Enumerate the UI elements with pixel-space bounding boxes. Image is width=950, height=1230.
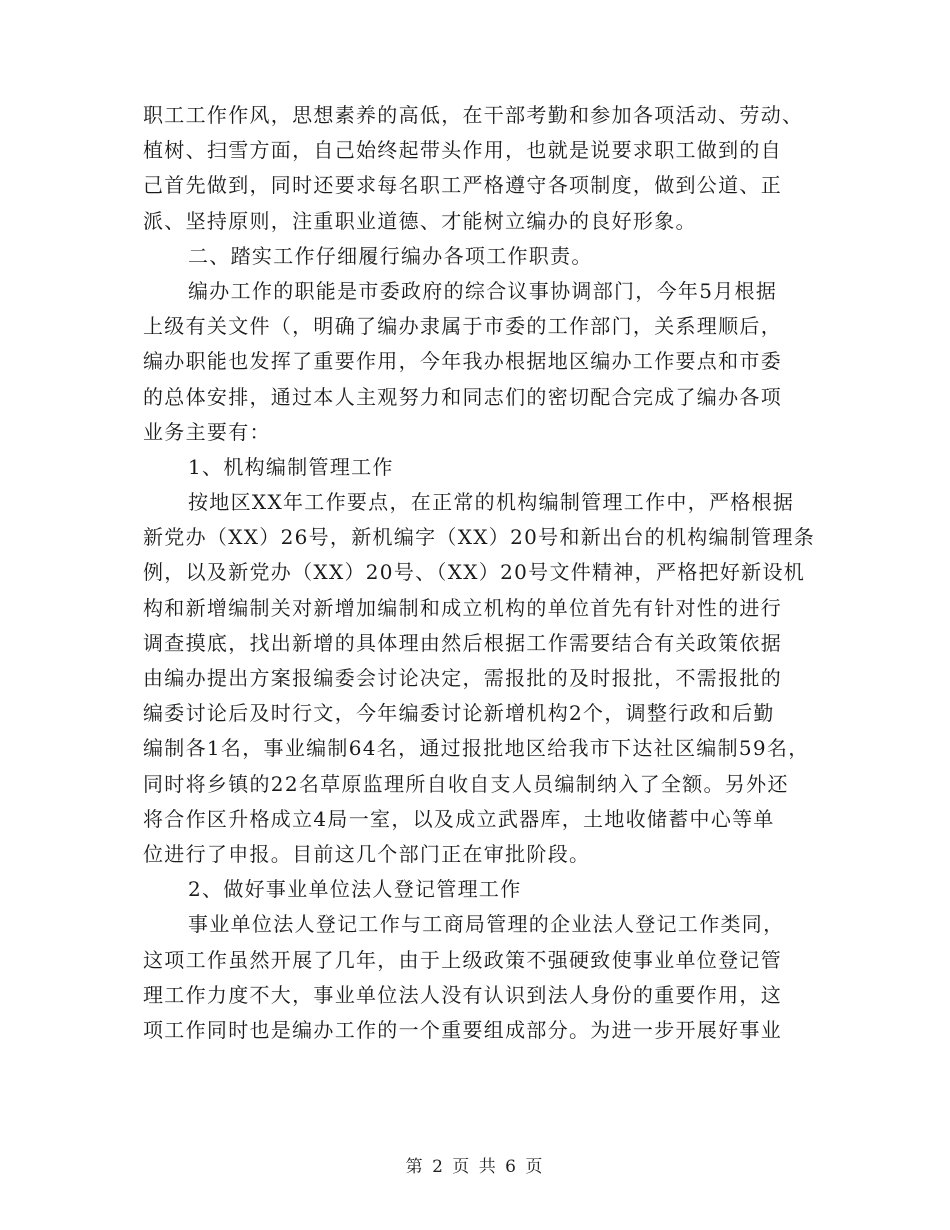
paragraph-line: 项工作同时也是编办工作的一个重要组成部分。为进一步开展好事业: [143, 1017, 782, 1042]
paragraph-line: 按地区XX年工作要点，在正常的机构编制管理工作中，严格根据: [188, 490, 795, 515]
paragraph-line: 由编办提出方案报编委会讨论决定，需报批的及时报批，不需报批的: [143, 666, 782, 690]
paragraph-line: 的总体安排，通过本人主观努力和同志们的密切配合完成了编办各项: [143, 384, 782, 409]
paragraph-line: 己首先做到，同时还要求每名职工严格遵守各项制度，做到公道、正: [143, 173, 782, 198]
paragraph-line: 构和新增编制关对新增加编制和成立机构的单位首先有针对性的进行: [143, 595, 782, 620]
paragraph-line: 事业单位法人登记工作与工商局管理的企业法人登记工作类同，: [188, 912, 785, 937]
page-number-footer: 第 2 页 共 6 页: [405, 1157, 545, 1177]
paragraph-line: 编办工作的职能是市委政府的综合议事协调部门，今年5月根据: [188, 278, 778, 303]
paragraph-line: 编办职能也发挥了重要作用，今年我办根据地区编办工作要点和市委: [143, 349, 782, 374]
paragraph-line: 派、坚持原则，注重职业道德、才能树立编办的良好形象。: [143, 208, 697, 233]
paragraph-line: 编委讨论后及时行文，今年编委讨论新增机构2个，调整行政和后勤: [143, 701, 775, 726]
paragraph-line: 新党办（XX）26号，新机编字（XX）20号和新出台的机构编制管理条: [143, 525, 816, 550]
paragraph-line: 编制各1名，事业编制64名，通过报批地区给我市下达社区编制59名，: [143, 736, 810, 761]
paragraph-line: 同时将乡镇的22名草原监理所自收自支人员编制纳入了全额。另外还: [143, 771, 789, 796]
paragraph-line: 调查摸底，找出新增的具体理由然后根据工作需要结合有关政策依据: [143, 630, 782, 655]
subsection-heading: 1、机构编制管理工作: [188, 454, 394, 479]
paragraph-line: 将合作区升格成立4局一室，以及成立武器库，土地收储蓄中心等单: [143, 806, 775, 831]
paragraph-line: 业务主要有：: [143, 419, 271, 444]
paragraph-line: 职工工作作风，思想素养的高低，在干部考勤和参加各项活动、劳动、: [143, 103, 804, 127]
section-heading: 二、踏实工作仔细履行编办各项工作职责。: [188, 243, 593, 268]
document-body: [143, 98, 823, 1048]
paragraph-line: 例，以及新党办（XX）20号、（XX）20号文件精神，严格把好新设机: [143, 560, 806, 585]
paragraph-line: 理工作力度不大，事业单位法人没有认识到法人身份的重要作用，这: [143, 982, 782, 1007]
paragraph-line: 这项工作虽然开展了几年，由于上级政策不强硬致使事业单位登记管: [143, 947, 782, 972]
paragraph-line: 位进行了申报。目前这几个部门正在审批阶段。: [143, 841, 591, 866]
subsection-heading: 2、做好事业单位法人登记管理工作: [188, 877, 522, 902]
paragraph-line: 植树、扫雪方面，自己始终起带头作用，也就是说要求职工做到的自: [143, 138, 782, 163]
paragraph-line: 上级有关文件（，明确了编办隶属于市委的工作部门，关系理顺后，: [143, 314, 782, 339]
